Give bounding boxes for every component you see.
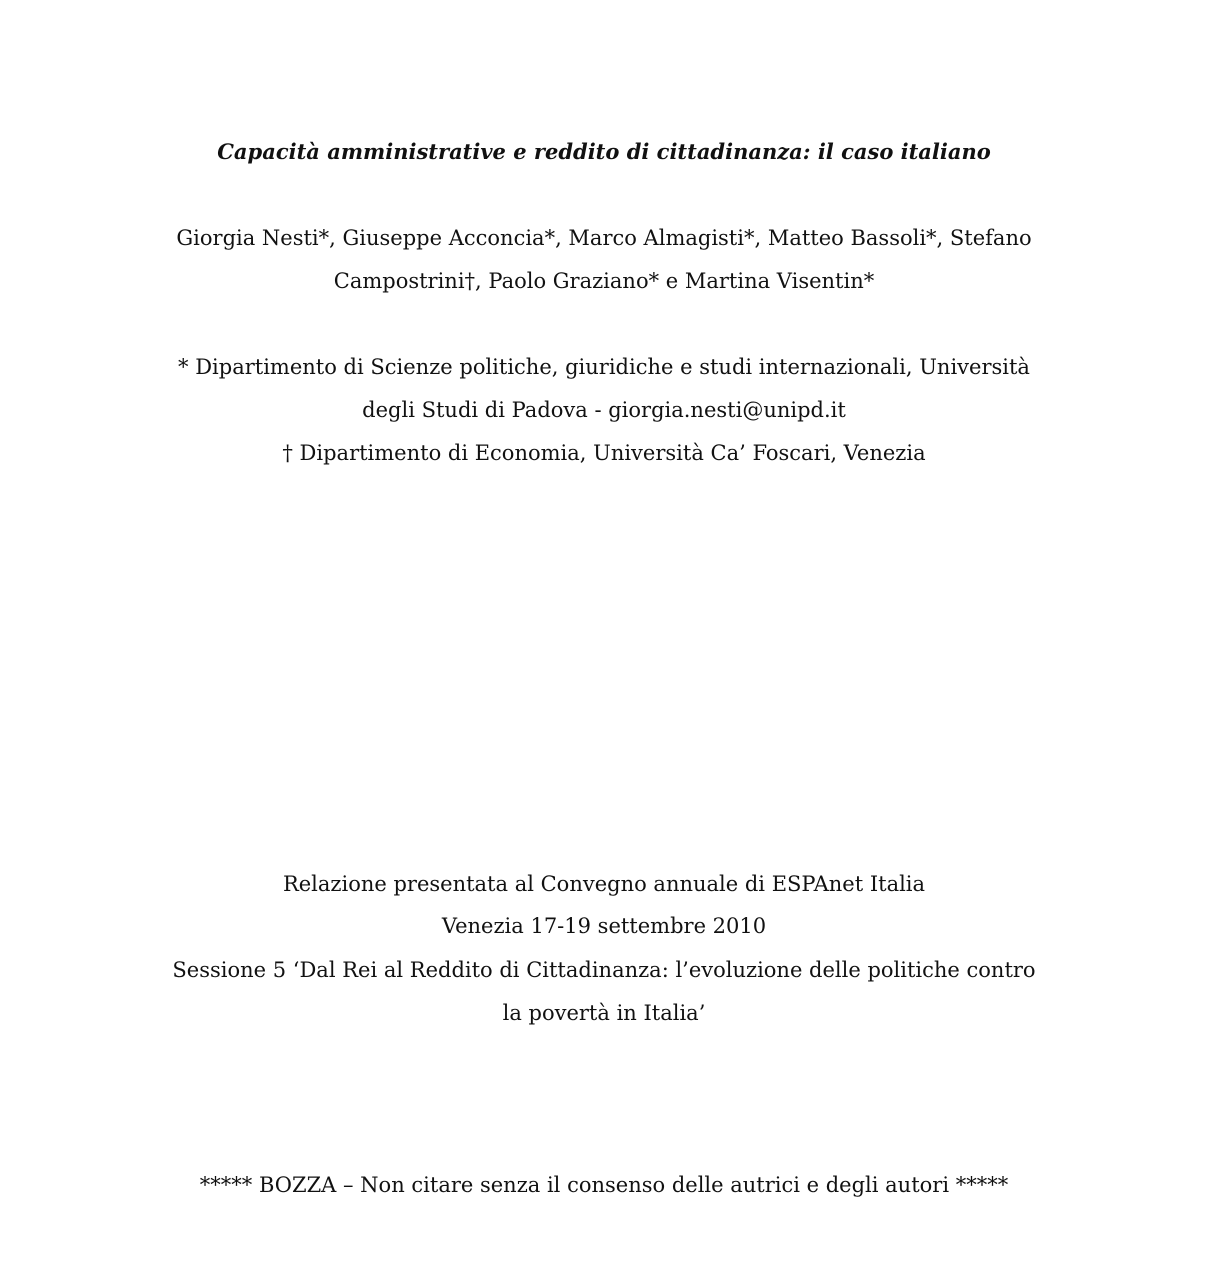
affiliation-line-2: degli Studi di Padova - giorgia.nesti@unipd.it bbox=[362, 398, 846, 422]
authors-line-1: Giorgia Nesti*, Giuseppe Acconcia*, Marco Almagisti*, Matteo Bassoli*, Stefano bbox=[176, 226, 1032, 250]
conference-line-3: Sessione 5 ‘Dal Rei al Reddito di Cittadinanza: l’evoluzione delle politiche contro bbox=[172, 958, 1036, 982]
affiliation-line-1: * Dipartimento di Scienze politiche, giuridiche e studi internazionali, Università bbox=[178, 355, 1030, 379]
paper-title: Capacità amministrative e reddito di cittadinanza: il caso italiano bbox=[217, 139, 991, 164]
conference-line-2: Venezia 17-19 settembre 2010 bbox=[441, 914, 767, 938]
affiliation-line-3: † Dipartimento di Economia, Università Ca’ Foscari, Venezia bbox=[282, 441, 926, 465]
draft-notice: ***** BOZZA – Non citare senza il consenso delle autrici e degli autori ***** bbox=[199, 1173, 1009, 1197]
authors-line-2: Campostrini†, Paolo Graziano* e Martina Visentin* bbox=[333, 269, 875, 293]
conference-line-1: Relazione presentata al Convegno annuale di ESPAnet Italia bbox=[282, 872, 926, 896]
conference-line-4: la povertà in Italia’ bbox=[502, 1001, 706, 1025]
